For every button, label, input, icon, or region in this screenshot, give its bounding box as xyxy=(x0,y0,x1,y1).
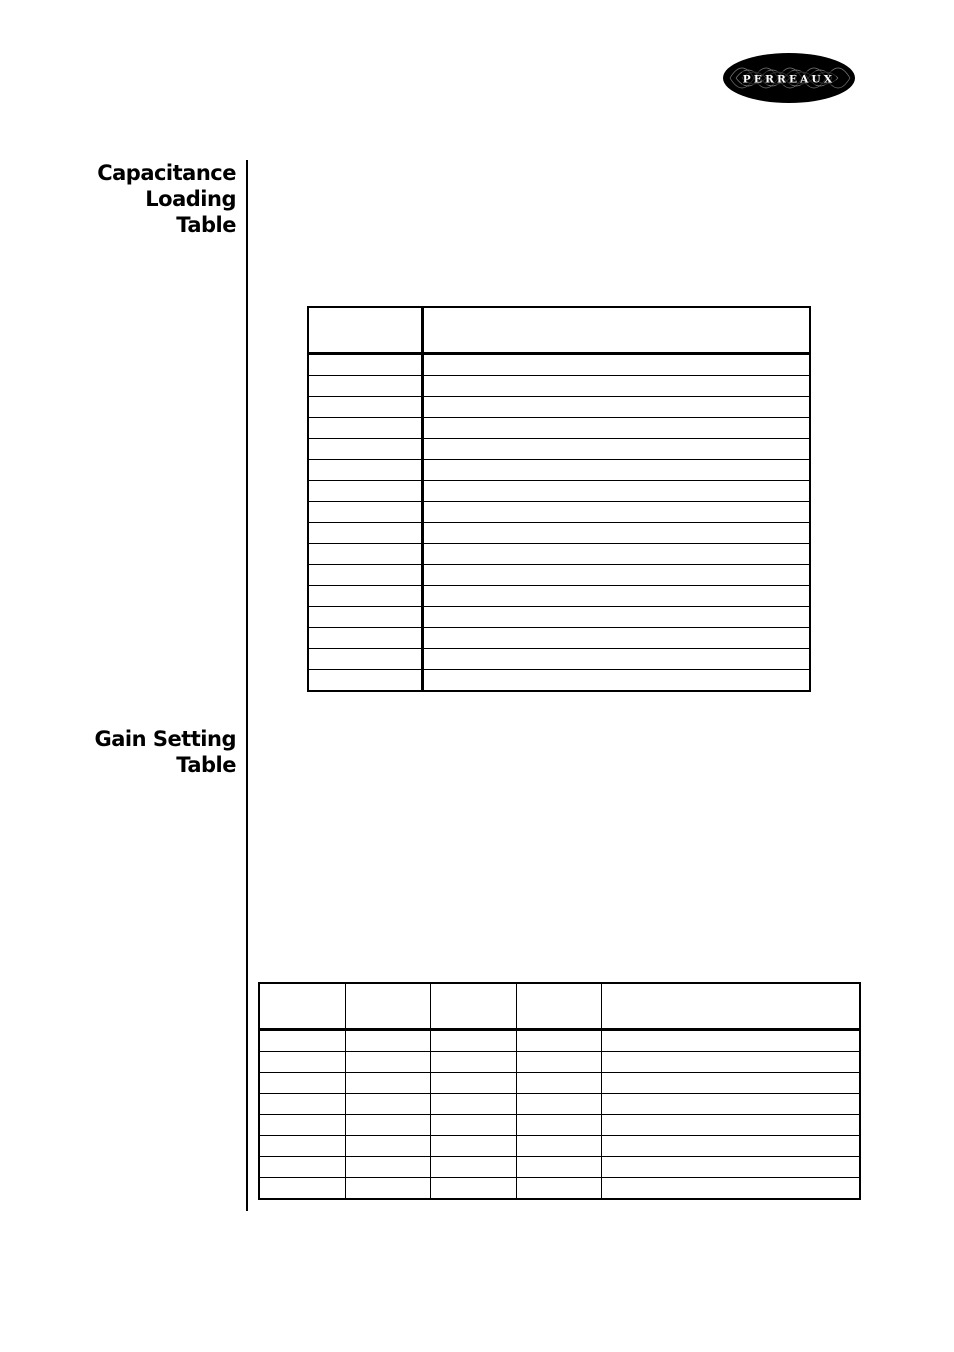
table-cell xyxy=(601,1030,860,1052)
table-header-cell xyxy=(601,983,860,1030)
table-cell xyxy=(308,544,422,565)
table-cell xyxy=(516,1073,601,1094)
table-cell xyxy=(259,1136,345,1157)
table-row xyxy=(308,670,810,692)
gain-section-heading xyxy=(36,726,236,778)
table-row xyxy=(259,1073,860,1094)
table-cell xyxy=(345,1157,430,1178)
table-cell xyxy=(430,1073,516,1094)
table-header-cell xyxy=(430,983,516,1030)
table-cell xyxy=(430,1030,516,1052)
table-cell xyxy=(422,502,810,523)
table-cell xyxy=(422,376,810,397)
table-cell xyxy=(259,1094,345,1115)
table-cell xyxy=(422,586,810,607)
table-cell xyxy=(345,1052,430,1073)
table-row xyxy=(259,1136,860,1157)
capacitance-section-heading xyxy=(36,160,236,238)
gain-setting-table xyxy=(258,982,861,1200)
table-cell xyxy=(259,1052,345,1073)
table-cell xyxy=(422,523,810,544)
table-cell xyxy=(422,649,810,670)
table-cell xyxy=(308,523,422,544)
table-row xyxy=(308,376,810,397)
table-cell xyxy=(345,1073,430,1094)
table-row xyxy=(259,1030,860,1052)
table-cell xyxy=(601,1094,860,1115)
table-row xyxy=(259,1157,860,1178)
table-row xyxy=(259,1094,860,1115)
table-cell xyxy=(430,1052,516,1073)
table-cell xyxy=(345,1136,430,1157)
table-cell xyxy=(516,1136,601,1157)
table-cell xyxy=(308,481,422,502)
table-header-row xyxy=(308,307,810,354)
table-cell xyxy=(422,607,810,628)
table-cell xyxy=(430,1136,516,1157)
table-cell xyxy=(430,1094,516,1115)
table-cell xyxy=(308,354,422,376)
table-row xyxy=(308,418,810,439)
table-row xyxy=(308,649,810,670)
table-cell xyxy=(422,418,810,439)
table-row xyxy=(259,1115,860,1136)
table-cell xyxy=(422,670,810,692)
table-row xyxy=(308,502,810,523)
capacitance-loading-table xyxy=(307,306,811,692)
table-cell xyxy=(430,1157,516,1178)
table-cell xyxy=(308,628,422,649)
table-cell xyxy=(516,1115,601,1136)
margin-vertical-rule xyxy=(246,160,248,1211)
table-cell xyxy=(516,1157,601,1178)
table-row xyxy=(308,460,810,481)
table-cell xyxy=(308,376,422,397)
table-header-cell xyxy=(345,983,430,1030)
table-header-cell xyxy=(422,307,810,354)
table-row xyxy=(259,1178,860,1200)
table-cell xyxy=(422,397,810,418)
table-cell xyxy=(259,1178,345,1200)
table-row xyxy=(308,439,810,460)
table-cell xyxy=(422,439,810,460)
table-cell xyxy=(516,1030,601,1052)
table-cell xyxy=(345,1094,430,1115)
table-row xyxy=(308,481,810,502)
table-cell xyxy=(308,649,422,670)
table-row xyxy=(308,544,810,565)
table-cell xyxy=(422,460,810,481)
heading-line: Capacitance xyxy=(97,161,236,185)
table-cell xyxy=(308,502,422,523)
table-cell xyxy=(601,1115,860,1136)
table-row xyxy=(308,523,810,544)
table-cell xyxy=(422,481,810,502)
table-row xyxy=(308,586,810,607)
table-cell xyxy=(422,354,810,376)
table-cell xyxy=(430,1178,516,1200)
table-cell xyxy=(601,1157,860,1178)
table-cell xyxy=(345,1178,430,1200)
table-cell xyxy=(308,607,422,628)
table-cell xyxy=(259,1115,345,1136)
table-cell xyxy=(516,1052,601,1073)
table-header-cell xyxy=(516,983,601,1030)
heading-line: Gain Setting xyxy=(94,727,236,751)
table-header-row xyxy=(259,983,860,1030)
table-row xyxy=(308,397,810,418)
perreaux-logo xyxy=(722,52,856,104)
table-cell xyxy=(430,1115,516,1136)
table-cell xyxy=(259,1073,345,1094)
heading-line: Table xyxy=(176,213,236,237)
heading-line: Table xyxy=(176,753,236,777)
table-row xyxy=(259,1052,860,1073)
table-cell xyxy=(601,1073,860,1094)
table-cell xyxy=(308,670,422,692)
table-cell xyxy=(259,1157,345,1178)
table-cell xyxy=(308,586,422,607)
table-row xyxy=(308,628,810,649)
table-cell xyxy=(308,418,422,439)
table-cell xyxy=(345,1030,430,1052)
table-cell xyxy=(308,460,422,481)
table-cell xyxy=(601,1136,860,1157)
table-cell xyxy=(516,1094,601,1115)
table-cell xyxy=(516,1178,601,1200)
table-row xyxy=(308,354,810,376)
table-header-cell xyxy=(259,983,345,1030)
table-cell xyxy=(422,628,810,649)
table-header-cell xyxy=(308,307,422,354)
table-row xyxy=(308,607,810,628)
table-cell xyxy=(345,1115,430,1136)
logo-text: PERREAUX xyxy=(742,73,836,86)
table-cell xyxy=(601,1178,860,1200)
table-cell xyxy=(308,565,422,586)
table-cell xyxy=(422,565,810,586)
table-row xyxy=(308,565,810,586)
table-cell xyxy=(308,439,422,460)
table-cell xyxy=(308,397,422,418)
table-cell xyxy=(422,544,810,565)
heading-line: Loading xyxy=(145,187,236,211)
table-cell xyxy=(601,1052,860,1073)
table-cell xyxy=(259,1030,345,1052)
